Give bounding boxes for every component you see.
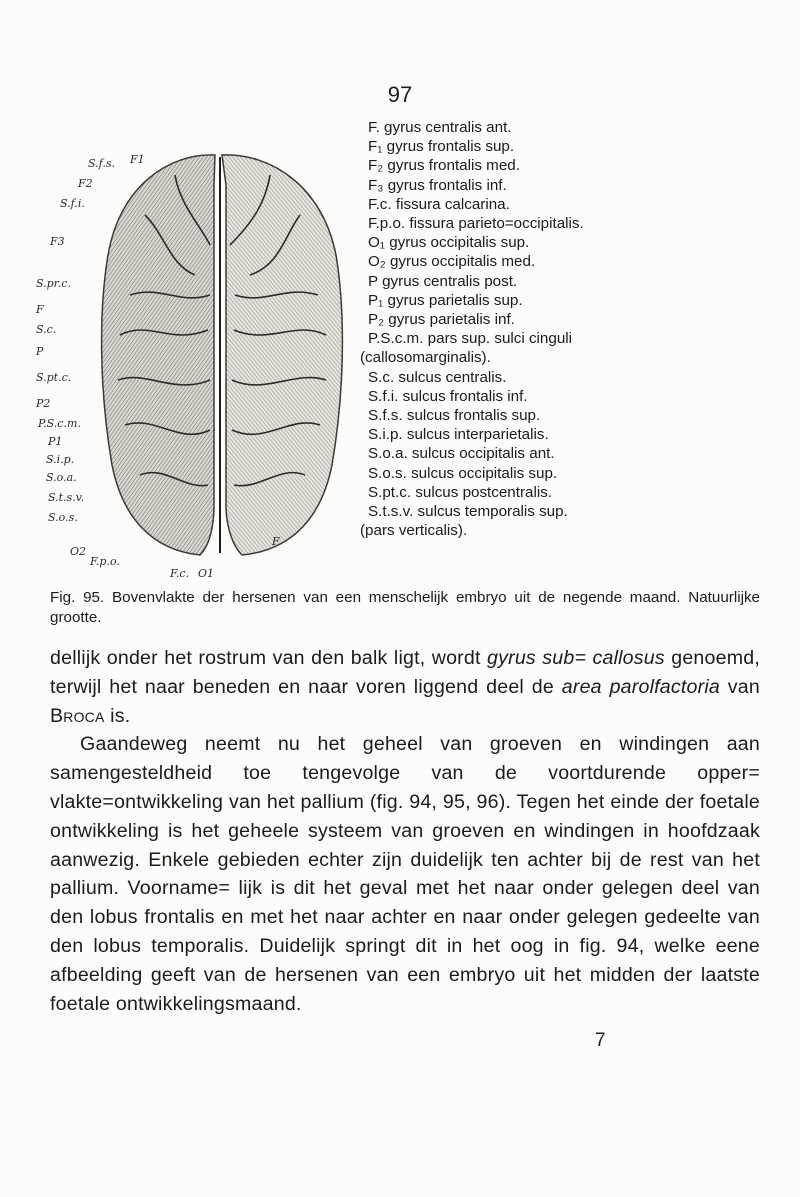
label-sip: S.i.p. bbox=[46, 453, 75, 466]
legend-item: F.c. fissura calcarina. bbox=[368, 195, 510, 213]
legend-item: S.i.p. sulcus interparietalis. bbox=[368, 426, 549, 444]
label-f2: F2 bbox=[78, 177, 93, 190]
signature-mark: 7 bbox=[595, 1030, 606, 1051]
legend-item: S.o.s. sulcus occipitalis sup. bbox=[368, 464, 558, 482]
label-sos: S.o.s. bbox=[48, 511, 78, 524]
legend-item: (pars verticalis). bbox=[360, 522, 468, 540]
brain-figure bbox=[36, 145, 370, 585]
legend-item: F₃ gyrus frontalis inf. bbox=[368, 176, 507, 194]
label-inf: F bbox=[272, 535, 280, 548]
label-sprc: S.pr.c. bbox=[36, 277, 71, 290]
legend-item: F.p.o. fissura parieto=occipitalis. bbox=[368, 215, 584, 233]
label-fpo: F.p.o. bbox=[90, 555, 120, 568]
label-stsv: S.t.s.v. bbox=[48, 491, 85, 504]
label-o2: O2 bbox=[70, 545, 87, 558]
label-fc: F.c. bbox=[170, 567, 190, 580]
label-soa: S.o.a. bbox=[46, 471, 77, 484]
label-sc: S.c. bbox=[36, 323, 57, 336]
label-f: F bbox=[36, 303, 44, 316]
right-hemisphere bbox=[222, 155, 342, 555]
paragraph-1: dellijk onder het rostrum van den balk ligt, wordt gyrus sub= callosus genoemd, terwijl het naar beneden en naar voren liggend deel de area parolfactoria van Broca is. bbox=[50, 647, 760, 727]
label-sfs: S.f.s. bbox=[88, 157, 115, 170]
left-hemisphere bbox=[102, 155, 215, 555]
label-f3: F3 bbox=[50, 235, 65, 248]
label-sfi: S.f.i. bbox=[60, 197, 85, 210]
legend-item: (callosomarginalis). bbox=[360, 349, 491, 367]
label-sptc: S.pt.c. bbox=[36, 371, 72, 384]
legend-item: P₂ gyrus parietalis inf. bbox=[368, 311, 515, 329]
label-p2: P2 bbox=[36, 397, 51, 410]
label-p: P bbox=[36, 345, 44, 358]
legend-item: O₂ gyrus occipitalis med. bbox=[368, 253, 536, 271]
legend-item: S.pt.c. sulcus postcentralis. bbox=[368, 483, 553, 501]
brain-illustration bbox=[36, 145, 370, 585]
legend-item: S.f.i. sulcus frontalis inf. bbox=[368, 387, 528, 405]
legend-item: S.f.s. sulcus frontalis sup. bbox=[368, 407, 541, 425]
legend-item: P₁ gyrus parietalis sup. bbox=[368, 291, 523, 309]
figure-legend bbox=[360, 118, 778, 540]
legend-item: S.t.s.v. sulcus temporalis sup. bbox=[368, 503, 568, 521]
legend-item: S.o.a. sulcus occipitalis ant. bbox=[368, 445, 555, 463]
legend-item: P gyrus centralis post. bbox=[368, 272, 518, 290]
legend-item: F₁ gyrus frontalis sup. bbox=[368, 138, 515, 156]
body-text bbox=[50, 644, 760, 1018]
page-number: 97 bbox=[387, 82, 413, 107]
paragraph-2: Gaandeweg neemt nu het geheel van groeven en windingen aan samengesteldheid toe tengevolge van de voortdurende opper= vlakte=ontwikkeling van het pallium (fig. 94, 95, 96). Tegen het einde der foetale ontwikkeling is het geheele systeem van groeven en windingen in hoofdzaak aanwezig. Enkele gebieden echter zijn duidelijk ten achter bij de rest van het pallium. Voorname= lijk is dit het geval met het naar onder gelegen deel van den lobus frontalis en met het naar achter en naar onder gelegen gedeelte van den lobus temporalis. Duidelijk springt dit in het oog in fig. 94, welke eene afbeelding geeft van de hersenen van een embryo uit het midden der laatste foetale ontwikkelingsmaand. bbox=[50, 733, 760, 1015]
label-pscm: P.S.c.m. bbox=[38, 417, 81, 430]
label-p1: P1 bbox=[48, 435, 63, 448]
legend-item: F₂ gyrus frontalis med. bbox=[368, 157, 520, 175]
legend-item: S.c. sulcus centralis. bbox=[368, 368, 507, 386]
legend-item: F. gyrus centralis ant. bbox=[368, 119, 512, 136]
figure-caption: Fig. 95. Bovenvlakte der hersenen van een menschelijk embryo uit de negende maand. Natuurlijke grootte. bbox=[50, 589, 760, 626]
label-f1: F1 bbox=[130, 153, 145, 166]
label-o1: O1 bbox=[198, 567, 215, 580]
legend-item: P.S.c.m. pars sup. sulci cinguli bbox=[368, 330, 573, 348]
legend-item: O₁ gyrus occipitalis sup. bbox=[368, 234, 530, 252]
